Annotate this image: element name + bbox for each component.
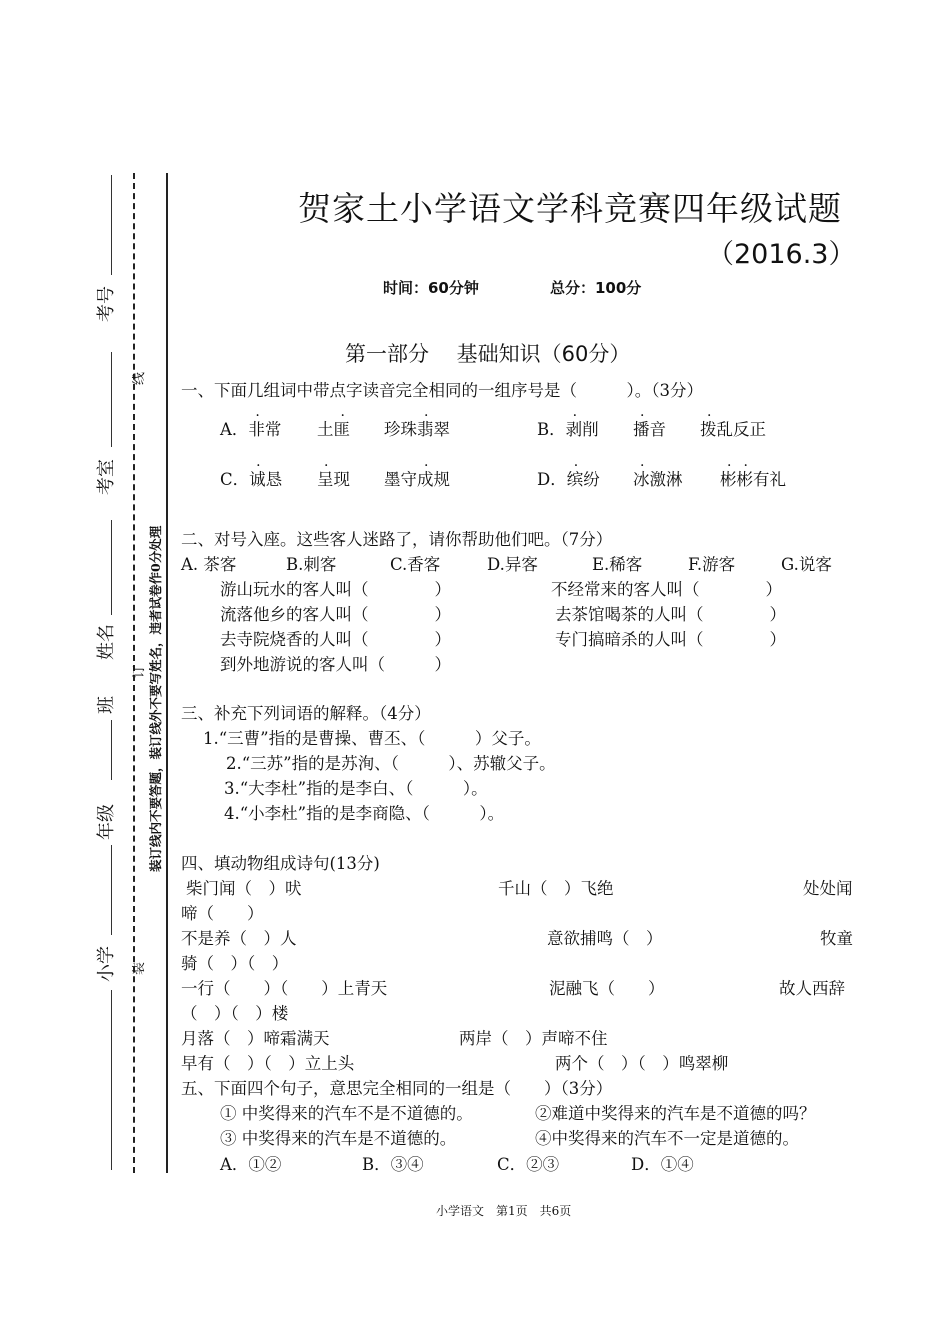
page-footer: 小学语文 第1页 共6页 — [436, 1204, 572, 1218]
emphasis-dot-icon: · — [727, 458, 732, 474]
emphasis-dot-icon: · — [424, 458, 429, 474]
q2-item: 不经常来的客人叫（ ） — [551, 580, 782, 599]
class-label: 班 — [96, 696, 117, 714]
emphasis-dot-icon: · — [640, 458, 645, 474]
binding-notice: 装订线内不要答题，装订线外不要写姓名，违者试卷作0分处理 — [148, 525, 163, 872]
q5-option: B．③④ — [362, 1155, 424, 1174]
q2-option: B.刺客 — [286, 555, 337, 574]
q1-option-a: A．非 · 常 — [220, 408, 282, 439]
q2-option: F.游客 — [688, 555, 736, 574]
q3-stem: 三、补充下列词语的解释。（4分） — [181, 704, 431, 723]
grade-label: 年级 — [96, 804, 117, 840]
q5-stem: 五、下面四个句子，意思完全相同的一组是（ ）（3分） — [181, 1079, 613, 1098]
room-underline — [111, 352, 112, 447]
emphasis-dot-icon: · — [255, 408, 260, 424]
q2-item: 去茶馆喝茶的人叫（ ） — [555, 605, 786, 624]
emphasis-dot-icon: · — [424, 408, 429, 424]
emphasis-dot-icon: · — [640, 408, 645, 424]
q4-item: 骑（ ）（ ） — [181, 954, 289, 973]
q5-sentence: ① 中奖得来的汽车不是不道德的。 — [220, 1104, 473, 1123]
name-label: 姓名 — [96, 624, 117, 660]
q4-item: （ ）（ ）楼 — [181, 1004, 289, 1023]
line-char: 线 — [132, 371, 147, 385]
q2-stem: 二、对号入座。这些客人迷路了，请你帮助他们吧。（7分） — [181, 530, 613, 549]
exam-no-underline — [111, 175, 112, 275]
emphasis-dot-icon: · — [572, 408, 578, 424]
q2-item: 去寺院烧香的人叫（ ） — [220, 630, 451, 649]
name-underline — [111, 520, 112, 615]
q5-sentence: ④中奖得来的汽车不一定是道德的。 — [535, 1129, 799, 1148]
q1-stem: 一、下面几组词中带点字读音完全相同的一组序号是（ ）。（3分） — [181, 381, 703, 400]
zhuang-char: 装 — [132, 961, 147, 975]
q1-a-w2: 土匪 · — [317, 408, 350, 439]
q3-item: 1.“三曹”指的是曹操、曹丕、（ ）父子。 — [203, 729, 541, 748]
q1-d-w2: 冰 · 激淋 — [633, 458, 683, 489]
q4-item: 故人西辞 — [779, 979, 845, 998]
binding-solid-line — [166, 173, 168, 1173]
q2-item: 专门搞暗杀的人叫（ ） — [555, 630, 786, 649]
q4-item: 啼（ ） — [181, 904, 264, 923]
q1-option-b: B．剥 · 削 — [537, 408, 599, 439]
q2-item: 到外地游说的客人叫（ ） — [220, 655, 451, 674]
q1-option-c: C．诚 · 恳 — [220, 458, 283, 489]
q4-item: 柴门闻（ ）吠 — [186, 879, 302, 898]
q1-b-w3: 拨 · 乱反正 — [700, 408, 766, 439]
class-underline — [111, 720, 112, 780]
q5-option: C．②③ — [497, 1155, 560, 1174]
q4-item: 早有（ ）（ ）立上头 — [181, 1054, 355, 1073]
q2-option: E.稀客 — [592, 555, 643, 574]
exam-no-label: 考号 — [96, 286, 117, 322]
emphasis-dot-icon: · — [743, 458, 748, 474]
q5-sentence: ③ 中奖得来的汽车是不道德的。 — [220, 1129, 457, 1148]
q5-sentence: ②难道中奖得来的汽车是不道德的吗？ — [535, 1104, 816, 1123]
ding-char: 订 — [132, 664, 147, 678]
q4-item: 月落（ ）啼霜满天 — [181, 1029, 330, 1048]
exam-time: 时间：60分钟 — [383, 279, 479, 297]
q4-item: 意欲捕鸣（ ） — [547, 929, 663, 948]
q1-c-w2: 呈 · 现 — [317, 458, 350, 489]
q4-item: 牧童 — [820, 929, 853, 948]
exam-total: 总分：100分 — [550, 279, 642, 297]
q1-c-w3: 墨守成 · 规 — [384, 458, 450, 489]
q4-item: 一行（ ）（ ）上青天 — [181, 979, 388, 998]
emphasis-dot-icon: · — [256, 458, 261, 474]
q4-item: 处处闻 — [803, 879, 853, 898]
part1-heading: 第一部分 基础知识（60分） — [345, 342, 631, 366]
q4-item: 泥融飞（ ） — [549, 979, 665, 998]
q5-option: D．①④ — [631, 1155, 694, 1174]
q2-option: D.异客 — [487, 555, 538, 574]
emphasis-dot-icon: · — [707, 408, 712, 424]
room-label: 考室 — [96, 459, 117, 495]
q2-item: 游山玩水的客人叫（ ） — [220, 580, 451, 599]
q4-item: 不是养（ ）人 — [181, 929, 297, 948]
q2-option: G.说客 — [781, 555, 832, 574]
q1-b-w2: 播 · 音 — [633, 408, 666, 439]
q4-stem: 四、填动物组成诗句(13分) — [181, 854, 380, 873]
q1-a-w3: 珍珠翡 · 翠 — [384, 408, 450, 439]
emphasis-dot-icon: · — [340, 408, 345, 424]
emphasis-dot-icon: · — [324, 458, 329, 474]
q1-d-w3: 彬 · 彬 · 有礼 — [720, 458, 786, 489]
exam-title: 贺家土小学语文学科竞赛四年级试题 — [298, 189, 842, 228]
q3-item: 2.“三苏”指的是苏洵、（ ）、苏辙父子。 — [226, 754, 556, 773]
q2-option: A. 茶客 — [181, 555, 237, 574]
q4-item: 千山（ ）飞绝 — [498, 879, 614, 898]
q3-item: 4.“小李杜”指的是李商隐、（ ）。 — [224, 804, 505, 823]
q2-option: C.香客 — [390, 555, 441, 574]
emphasis-dot-icon: · — [573, 458, 579, 474]
school-label: 小学 — [96, 946, 117, 982]
q1-option-d: D．缤 · 纷 — [537, 458, 600, 489]
exam-year: （2016.3） — [707, 239, 856, 270]
grade-underline — [111, 845, 112, 935]
q5-option: A．①② — [220, 1155, 282, 1174]
school-underline — [111, 990, 112, 1170]
q4-item: 两个（ ）（ ）鸣翠柳 — [555, 1054, 729, 1073]
q2-item: 流落他乡的客人叫（ ） — [220, 605, 451, 624]
q4-item: 两岸（ ）声啼不住 — [459, 1029, 608, 1048]
q3-item: 3.“大李杜”指的是李白、（ ）。 — [224, 779, 488, 798]
